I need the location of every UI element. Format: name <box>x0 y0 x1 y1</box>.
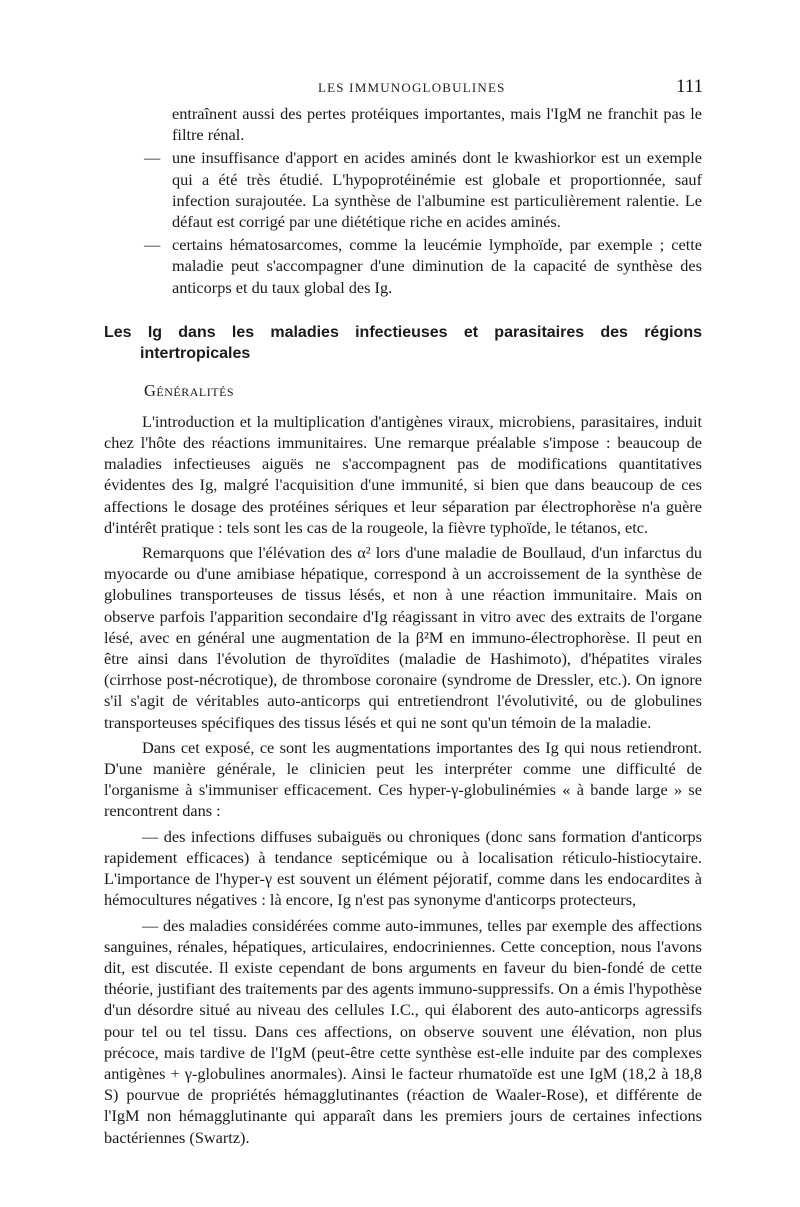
continuation-paragraph: entraînent aussi des pertes protéiques importantes, mais l'IgM ne franchit pas le filtre rénal. <box>172 104 702 145</box>
page-header <box>0 78 800 100</box>
subheading: Généralités <box>144 380 235 400</box>
page-number: 111 <box>676 76 704 97</box>
section-title: Les Ig dans les maladies infectieuses et parasitaires des régions intertropicales <box>104 323 702 362</box>
dash-marker: — <box>144 235 161 255</box>
paragraph: — des maladies considérées comme auto-immunes, telles par exemple des affections sanguines, rénales, hépatiques, articulaires, endocriniennes. Cette conception, nous l'avons dit, est discutée. Il existe cependant de bons arguments en faveur du bien-fondé de cette théorie, justifiant des traitements par des agents immuno-suppressifs. On a émis l'hypothèse d'un désordre situé au niveau des cellules I.C., qui élaborent des auto-anticorps agressifs pour tel ou tel tissu. Dans ces affections, on observe souvent une élévation, non plus précoce, mais tardive de l'IgM (peut-être cette synthèse est-elle induite par des complexes antigènes + γ-globulines anormales). Ainsi le facteur rhumatoïde est une IgM (18,2 à 18,8 S) pourvue de propriétés hémagglutinantes (réaction de Waaler-Rose), et différente de l'IgM non hémagglutinante qui apparaît dans les premiers jours de certaines infections bactériennes (Swartz). <box>104 915 702 1147</box>
list-item-text: une insuffisance d'apport en acides aminés dont le kwashiorkor est un exemple qui a été très étudié. L'hypoprotéinémie est globale et proportionnée, sauf infection surajoutée. La synthèse de l'albumine est particulièrement ralentie. Le défaut est corrigé par une diététique riche en acides aminés. <box>172 148 702 232</box>
paragraph: L'introduction et la multiplication d'antigènes viraux, microbiens, parasitaires, induit chez l'hôte des réactions immunitaires. Une remarque préalable s'impose : beaucoup de maladies infectieuses aiguës ne s'accompagnent pas de modifications quantitatives évidentes des Ig, malgré l'acquisition d'une immunité, si bien que dans beaucoup de ces affections le dosage des protéines sériques et leur séparation par électrophorèse n'a guère d'intérêt pratique : tels sont les cas de la rougeole, la fièvre typhoïde, le tétanos, etc. <box>104 411 702 537</box>
dash-marker: — <box>144 148 161 168</box>
page-body <box>104 103 702 1148</box>
list-item <box>104 234 702 298</box>
paragraph: Dans cet exposé, ce sont les augmentations importantes des Ig qui nous retiendront. D'une manière générale, le clinicien peut les interpréter comme une difficulté de l'organisme à s'immuniser efficacement. Ces hyper-γ-globulinémies « à bande large » se rencontrent dans : <box>104 737 702 821</box>
paragraph: Remarquons que l'élévation des α² lors d'une maladie de Boullaud, d'un infarctus du myocarde ou d'une amibiase hépatique, correspond à un accroissement de la synthèse de globulines transporteuses de tissus lésés, et non à une réaction immunitaire. Mais on observe parfois l'apparition secondaire d'Ig réagissant in vitro avec des extraits de l'organe lésé, avec en général une augmentation de la β²M en immuno-électrophorèse. Il peut en être ainsi dans l'évolution de thyroïdites (maladie de Hashimoto), d'hépatites virales (cirrhose post-nécrotique), de thrombose coronaire (syndrome de Dressler, etc.). On ignore s'il s'agit de véritables auto-anticorps qui entretiendront l'évolutivité, ou de globulines transporteuses spécifiques des tissus lésés et qui ne sont qu'un témoin de la maladie. <box>104 543 702 732</box>
list-item <box>104 147 702 232</box>
list-item-text: certains hématosarcomes, comme la leucémie lymphoïde, par exemple ; cette maladie peut s'accompagner d'une diminution de la capacité de synthèse des anticorps et du taux global des Ig. <box>172 235 702 297</box>
running-title: LES IMMUNOGLOBULINES <box>318 80 506 95</box>
paragraph: — des infections diffuses subaiguës ou chroniques (donc sans formation d'anticorps rapidement efficaces) à tendance septicémique ou à localisation réticulo-histiocytaire. L'importance de l'hyper-γ est souvent un élément péjoratif, comme dans les endocardites à hémocultures négatives : là encore, Ig n'est pas synonyme d'anticorps protecteurs, <box>104 826 702 910</box>
